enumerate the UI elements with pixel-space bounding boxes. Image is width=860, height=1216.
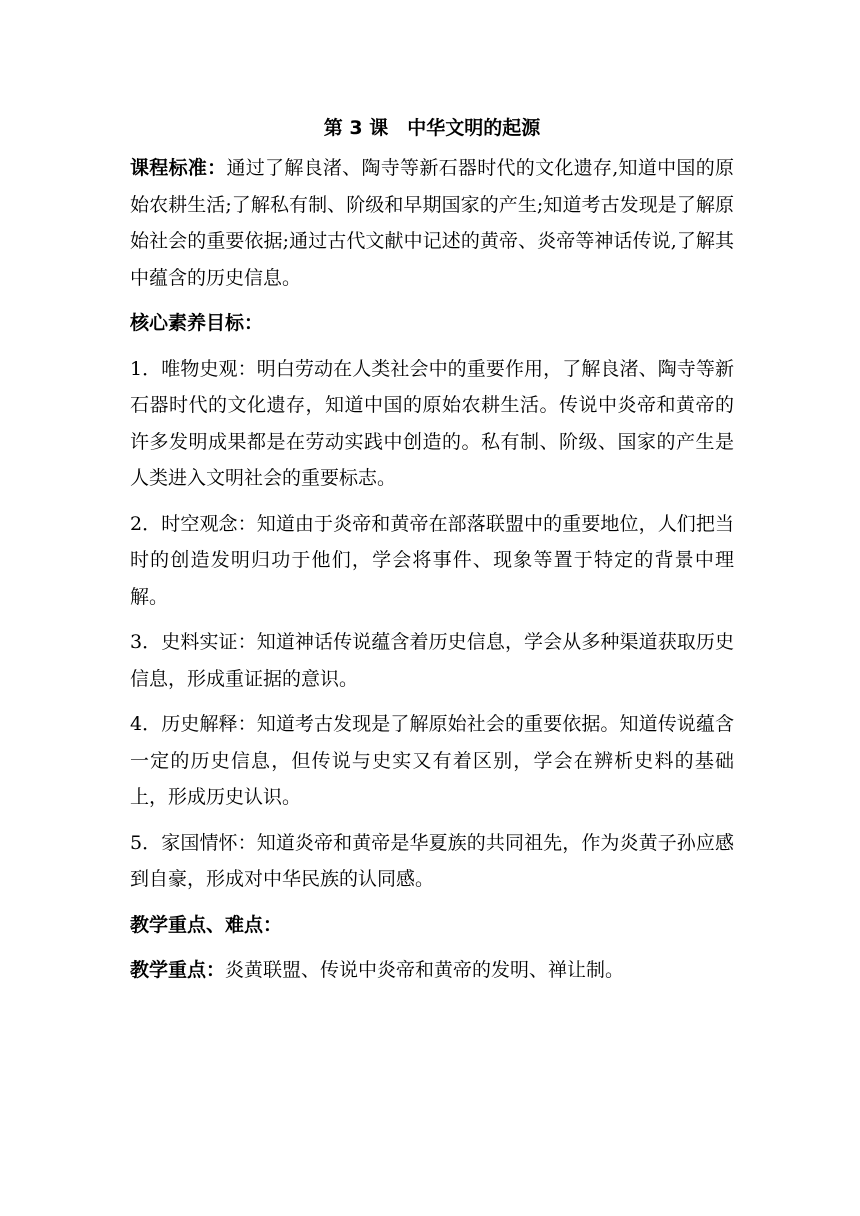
goal-item-3: 3．史料实证：知道神话传说蕴含着历史信息，学会从多种渠道获取历史信息，形成重证据的意识。: [130, 631, 734, 690]
goal-item-4: 4．历史解释：知道考古发现是了解原始社会的重要依据。知道传说蕴含一定的历史信息，但传说与史实又有着区别，学会在辨析史料的基础上，形成历史认识。: [130, 713, 734, 808]
key-points-label: 教学重点：: [130, 959, 226, 981]
goal-item-2: 2．时空观念：知道由于炎帝和黄帝在部落联盟中的重要地位，人们把当时的创造发明归功于他们，学会将事件、现象等置于特定的背景中理解。: [130, 512, 734, 608]
core-goals-heading: 核心素养目标：: [130, 312, 264, 334]
curriculum-standard-text: 通过了解良渚、陶寺等新石器时代的文化遗存,知道中国的原始农耕生活;了解私有制、阶级和早期国家的产生;知道考古发现是了解原始社会的重要依据;通过古代文献中记述的黄帝、炎帝等神话传说,了解其中蕴含的历史信息。: [130, 157, 734, 289]
curriculum-standard-label: 课程标准：: [130, 157, 227, 179]
goal-item-1: 1．唯物史观：明白劳动在人类社会中的重要作用，了解良渚、陶寺等新石器时代的文化遗存，知道中国的原始农耕生活。传说中炎帝和黄帝的许多发明成果都是在劳动实践中创造的。私有制、阶级、国家的产生是人类进入文明社会的重要标志。: [130, 357, 734, 489]
key-difficult-heading: 教学重点、难点：: [130, 913, 283, 936]
document-page: [130, 110, 734, 998]
key-points-text: 炎黄联盟、传说中炎帝和黄帝的发明、禅让制。: [225, 959, 625, 981]
curriculum-standard: [130, 150, 734, 296]
key-points: [130, 952, 734, 989]
lesson-title: 第 3 课 中华文明的起源: [323, 117, 541, 139]
goal-item-5: 5．家国情怀：知道炎帝和黄帝是华夏族的共同祖先，作为炎黄子孙应感到自豪，形成对中华民族的认同感。: [130, 831, 734, 890]
